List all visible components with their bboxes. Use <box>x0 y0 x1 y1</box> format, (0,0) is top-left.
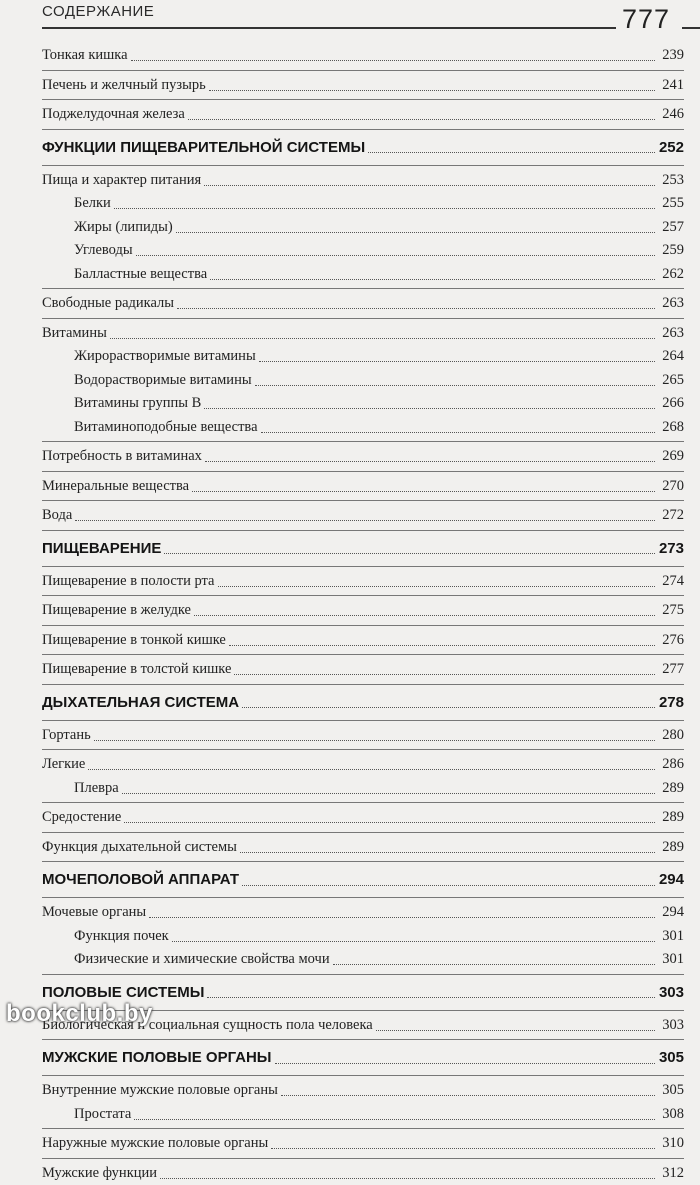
toc-entry-title: Водорастворимые витамины <box>74 369 252 393</box>
separator-line <box>42 165 684 166</box>
toc-entry <box>42 322 684 346</box>
toc-entry <box>42 445 684 469</box>
toc-page-number: 270 <box>658 475 684 499</box>
dot-leader <box>261 432 655 433</box>
toc-group <box>42 901 684 972</box>
toc-entry-title: Потребность в витаминах <box>42 445 202 469</box>
toc-entry <box>42 753 684 777</box>
toc-page-number: 286 <box>658 753 684 777</box>
toc-entry-title: ДЫХАТЕЛЬНАЯ СИСТЕМА <box>42 688 239 718</box>
separator-line <box>42 99 684 100</box>
toc-page-number: 255 <box>658 192 684 216</box>
toc-section-heading <box>42 688 684 718</box>
toc-entry <box>42 599 684 623</box>
dot-leader <box>134 1119 655 1120</box>
separator-line <box>42 684 684 685</box>
toc-page-number: 294 <box>658 901 684 925</box>
toc-page-number: 308 <box>658 1103 684 1127</box>
dot-leader <box>210 279 655 280</box>
toc-group <box>42 103 684 127</box>
separator-line <box>42 974 684 975</box>
toc-group <box>42 806 684 830</box>
toc-entry <box>42 416 684 440</box>
toc-entry <box>42 169 684 193</box>
toc-entry <box>42 925 684 949</box>
toc-entry <box>42 629 684 653</box>
toc-section-heading <box>42 1043 684 1073</box>
separator-line <box>42 288 684 289</box>
toc-entry <box>42 806 684 830</box>
toc-entry-title: Печень и желчный пузырь <box>42 74 206 98</box>
toc-page-number: 239 <box>658 44 684 68</box>
toc-group <box>42 1043 684 1073</box>
running-title: СОДЕРЖАНИЕ <box>42 3 154 20</box>
toc-page-number: 303 <box>658 978 684 1008</box>
dot-leader <box>114 208 655 209</box>
toc-group <box>42 44 684 68</box>
toc-entry <box>42 475 684 499</box>
dot-leader <box>275 1063 656 1064</box>
toc-entry <box>42 1103 684 1127</box>
dot-leader <box>271 1148 655 1149</box>
toc-entry <box>42 369 684 393</box>
toc-entry-title: МОЧЕПОЛОВОЙ АППАРАТ <box>42 865 239 895</box>
separator-line <box>42 654 684 655</box>
toc-page-number: 262 <box>658 263 684 287</box>
dot-leader <box>176 232 655 233</box>
dot-leader <box>204 408 655 409</box>
toc-group <box>42 865 684 895</box>
toc-group <box>42 658 684 682</box>
toc-page-number: 289 <box>658 777 684 801</box>
toc-entry <box>42 103 684 127</box>
separator-line <box>42 566 684 567</box>
toc-entry <box>42 263 684 287</box>
toc-entry-title: Вода <box>42 504 72 528</box>
toc-entry-title: Пищеварение в желудке <box>42 599 191 623</box>
toc-entry <box>42 292 684 316</box>
toc-entry-title: Пищеварение в толстой кишке <box>42 658 231 682</box>
dot-leader <box>122 793 655 794</box>
toc-entry <box>42 836 684 860</box>
dot-leader <box>240 852 655 853</box>
watermark: bookclub.by <box>6 1000 153 1028</box>
separator-line <box>42 318 684 319</box>
dot-leader <box>376 1030 655 1031</box>
page-header <box>0 0 700 36</box>
toc-entry-title: Гортань <box>42 724 91 748</box>
toc-entry-title: МУЖСКИЕ ПОЛОВЫЕ ОРГАНЫ <box>42 1043 272 1073</box>
toc-entry-title: Наружные мужские половые органы <box>42 1132 268 1156</box>
toc-entry <box>42 44 684 68</box>
dot-leader <box>188 119 655 120</box>
toc-group <box>42 629 684 653</box>
toc-entry-title: ПОЛОВЫЕ СИСТЕМЫ <box>42 978 204 1008</box>
toc-entry-title: Пищеварение в тонкой кишке <box>42 629 226 653</box>
toc-page-number: 268 <box>658 416 684 440</box>
toc-page-number: 265 <box>658 369 684 393</box>
toc-page-number: 301 <box>658 948 684 972</box>
toc-entry <box>42 345 684 369</box>
toc-group <box>42 504 684 528</box>
separator-line <box>42 1158 684 1159</box>
dot-leader <box>124 822 655 823</box>
toc-entry-title: Внутренние мужские половые органы <box>42 1079 278 1103</box>
toc-entry <box>42 658 684 682</box>
dot-leader <box>149 917 655 918</box>
toc-page-number: 277 <box>658 658 684 682</box>
toc-entry <box>42 948 684 972</box>
toc-entry-title: Биологическая и социальная сущность пола человека <box>42 1014 373 1038</box>
dot-leader <box>281 1095 655 1096</box>
toc-group <box>42 753 684 800</box>
toc-page-number: 274 <box>658 570 684 594</box>
toc-group <box>42 133 684 163</box>
toc-page-number: 275 <box>658 599 684 623</box>
toc-page-number: 241 <box>658 74 684 98</box>
toc-section-heading <box>42 133 684 163</box>
dot-leader <box>205 461 655 462</box>
dot-leader <box>164 553 655 554</box>
toc-entry-title: Витамины группы В <box>74 392 201 416</box>
toc-entry-title: Белки <box>74 192 111 216</box>
toc-group <box>42 292 684 316</box>
dot-leader <box>218 586 656 587</box>
separator-line <box>42 832 684 833</box>
dot-leader <box>75 520 655 521</box>
toc-entry-title: Мужские функции <box>42 1162 157 1185</box>
dot-leader <box>204 185 655 186</box>
toc-page-number: 257 <box>658 216 684 240</box>
toc-entry-title: Плевра <box>74 777 119 801</box>
toc-group <box>42 534 684 564</box>
separator-line <box>42 500 684 501</box>
toc-entry-title: Витаминоподобные вещества <box>74 416 258 440</box>
toc-entry <box>42 74 684 98</box>
dot-leader <box>94 740 655 741</box>
separator-line <box>42 625 684 626</box>
toc-page-number: 266 <box>658 392 684 416</box>
toc-page-number: 264 <box>658 345 684 369</box>
dot-leader <box>136 255 655 256</box>
dot-leader <box>234 674 655 675</box>
dot-leader <box>131 60 655 61</box>
dot-leader <box>333 964 655 965</box>
dot-leader <box>192 491 655 492</box>
toc-group <box>42 1132 684 1156</box>
separator-line <box>42 471 684 472</box>
toc-entry <box>42 1132 684 1156</box>
toc-page-number: 252 <box>658 133 684 163</box>
toc-entry-title: Жиры (липиды) <box>74 216 173 240</box>
toc-page-number: 263 <box>658 292 684 316</box>
toc-page-number: 246 <box>658 103 684 127</box>
toc-group <box>42 570 684 594</box>
toc-page-number: 272 <box>658 504 684 528</box>
dot-leader <box>88 769 655 770</box>
toc-entry-title: Тонкая кишка <box>42 44 128 68</box>
separator-line <box>42 129 684 130</box>
toc-page-number: 263 <box>658 322 684 346</box>
toc-section-heading <box>42 534 684 564</box>
separator-line <box>42 802 684 803</box>
toc-entry <box>42 1162 684 1185</box>
toc-page-number: 305 <box>658 1079 684 1103</box>
toc-page-number: 312 <box>658 1162 684 1185</box>
toc-entry <box>42 901 684 925</box>
separator-line <box>42 1039 684 1040</box>
separator-line <box>42 861 684 862</box>
toc-entry-title: Мочевые органы <box>42 901 146 925</box>
toc-entry-title: ПИЩЕВАРЕНИЕ <box>42 534 161 564</box>
dot-leader <box>229 645 655 646</box>
header-rule <box>42 27 616 29</box>
toc-group <box>42 1079 684 1126</box>
dot-leader <box>242 707 655 708</box>
toc-entry-title: Пища и характер питания <box>42 169 201 193</box>
separator-line <box>42 530 684 531</box>
dot-leader <box>259 361 655 362</box>
toc-entry-title: Витамины <box>42 322 107 346</box>
toc-entry-title: Минеральные вещества <box>42 475 189 499</box>
page-number: 777 <box>622 4 670 35</box>
toc-entry-title: Балластные вещества <box>74 263 207 287</box>
toc-group <box>42 836 684 860</box>
dot-leader <box>172 941 655 942</box>
separator-line <box>42 1075 684 1076</box>
toc-entry <box>42 216 684 240</box>
dot-leader <box>207 997 655 998</box>
toc-page-number: 310 <box>658 1132 684 1156</box>
toc-entry <box>42 504 684 528</box>
dot-leader <box>209 90 655 91</box>
toc-page-number: 276 <box>658 629 684 653</box>
toc-entry <box>42 392 684 416</box>
toc-entry-title: Легкие <box>42 753 85 777</box>
toc-entry-title: Углеводы <box>74 239 133 263</box>
dot-leader <box>368 152 655 153</box>
toc-entry <box>42 570 684 594</box>
header-rule-tail <box>682 27 700 29</box>
toc-page-number: 303 <box>658 1014 684 1038</box>
toc-page-number: 273 <box>658 534 684 564</box>
toc-entry <box>42 1079 684 1103</box>
separator-line <box>42 897 684 898</box>
separator-line <box>42 749 684 750</box>
toc-entry-title: ФУНКЦИИ ПИЩЕВАРИТЕЛЬНОЙ СИСТЕМЫ <box>42 133 365 163</box>
toc-group <box>42 169 684 287</box>
toc-page-number: 305 <box>658 1043 684 1073</box>
toc-page-number: 280 <box>658 724 684 748</box>
toc-page-number: 289 <box>658 806 684 830</box>
dot-leader <box>177 308 655 309</box>
toc-group <box>42 688 684 718</box>
toc-entry-title: Пищеварение в полости рта <box>42 570 215 594</box>
toc-group <box>42 1162 684 1185</box>
separator-line <box>42 70 684 71</box>
dot-leader <box>255 385 655 386</box>
toc-section-heading <box>42 865 684 895</box>
toc-entry-title: Жирорастворимые витамины <box>74 345 256 369</box>
toc-group <box>42 445 684 469</box>
toc-page-number: 259 <box>658 239 684 263</box>
toc-page-number: 253 <box>658 169 684 193</box>
toc-entry-title: Функция дыхательной системы <box>42 836 237 860</box>
toc-page-number: 269 <box>658 445 684 469</box>
toc-group <box>42 599 684 623</box>
toc-entry-title: Физические и химические свойства мочи <box>74 948 330 972</box>
toc-page-number: 301 <box>658 925 684 949</box>
toc-entry-title: Средостение <box>42 806 121 830</box>
separator-line <box>42 720 684 721</box>
toc-entry-title: Свободные радикалы <box>42 292 174 316</box>
toc-entry-title: Простата <box>74 1103 131 1127</box>
toc-entry-title: Поджелудочная железа <box>42 103 185 127</box>
toc-entry <box>42 239 684 263</box>
toc-page-number: 278 <box>658 688 684 718</box>
toc-group <box>42 724 684 748</box>
separator-line <box>42 595 684 596</box>
dot-leader <box>160 1178 655 1179</box>
separator-line <box>42 441 684 442</box>
dot-leader <box>110 338 655 339</box>
separator-line <box>42 1128 684 1129</box>
dot-leader <box>194 615 655 616</box>
toc-group <box>42 475 684 499</box>
toc-group <box>42 74 684 98</box>
dot-leader <box>242 885 655 886</box>
toc-entry <box>42 777 684 801</box>
toc-entry <box>42 724 684 748</box>
toc-entry-title: Функция почек <box>74 925 169 949</box>
toc-page-number: 289 <box>658 836 684 860</box>
toc-entry <box>42 192 684 216</box>
toc-group <box>42 322 684 440</box>
toc-page-number: 294 <box>658 865 684 895</box>
